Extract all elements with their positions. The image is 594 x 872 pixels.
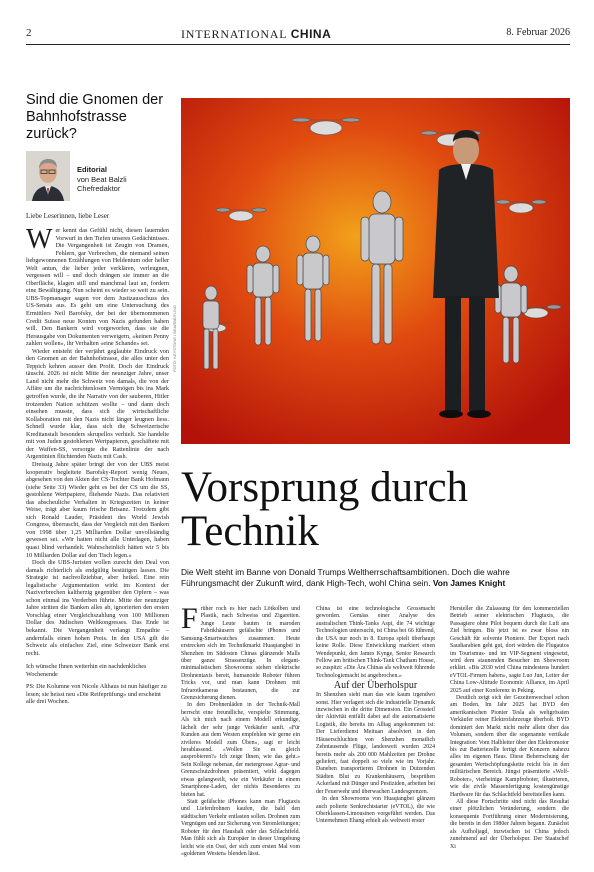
- editorial-author: von Beat Balzli: [77, 174, 127, 184]
- article-subhead: Auf der Überholspur: [333, 680, 418, 692]
- editorial-paragraph: Doch die UBS-Juristen wollen zurecht den Deal von damals richterlich als endgültig bestätigen lassen. Die Strategie ist nachvollziehbar, aber heikel. Eine rein legalistische Argumentation wirkt im Kontext der Naziverbrechen kaltherzig gegenüber den Opfern – was schon einmal ins Verderben führte. Mitte der neunziger Jahre stritten die Banken alles ab, ignorierten den ersten Vorschlag einer Vergleichszahlung von 100 Millionen Dollar des Jüdischen Weltkongresses. Das Ende ist bekannt. Die Vergangenheit verlangt Empathie – andernfalls einen hohen Preis. In den USA gilt die Schweiz als einfaches Ziel, eine Schweizer Bank erst recht.: [26, 559, 169, 657]
- editorial-author-role: Chefredaktor: [77, 184, 121, 193]
- article-column-2: [316, 606, 435, 826]
- editorial-body: [26, 224, 169, 657]
- article-column-3: [450, 606, 569, 851]
- article-paragraph: In Shenzhen sieht man das wie kaum irgendwo sonst. Hier verlagert sich die industrielle Dynamik inzwischen in die dritte Dimension. Ein Grossteil der Aktivität entfällt dabei auf die automatisierte Logistik, die bereits im Alltag angekommen ist: Der Lieferdienst Meituan absolviert in den Häuserschluchten von Shenzhen monatlich Zehntausende Flüge, landesweit wurden 2024 bereits mehr als 200 000 Mahlzeiten per Drohne geliefert, fast doppelt so viele wie im Vorjahr. Daneben transportieren Drohnen in Dutzenden Städten Blut zu Krankenhäusern, besprühen Ackerland mit Dünger und Pestiziden, arbeiten bei der Feuerwehr und überwachen Landesgrenzen.: [316, 692, 435, 795]
- svg-text:FOTO: KEYSTONE / BEARBEITUNG: FOTO: KEYSTONE / BEARBEITUNG: [172, 305, 177, 372]
- article-author: Von James Knight: [432, 577, 506, 588]
- author-portrait: [26, 151, 70, 201]
- hero-photo-illustration: [181, 98, 570, 444]
- photo-credit: [170, 232, 178, 372]
- section-title: [181, 27, 331, 42]
- page-header: [0, 0, 594, 46]
- section-prefix: INTERNATIONAL: [181, 27, 287, 41]
- page-number: 2: [26, 27, 32, 39]
- section-name: CHINA: [290, 27, 332, 41]
- article-paragraph: China ist eine technologische Grossmacht geworden. Gemäss einer Analyse des australischen Think-Tanks Aspi, die 74 wichtige Technologien untersucht, ist China bei 66 führend, die USA nur noch in 8. Europa spielt überhaupt keine Rolle. Diese Entwicklung markiert einen Wendepunkt, den James Kynge, Senior Research Fellow am britischen Think-Tank Chatham House, so zuspitzt: «Die Ära Chinas als weltweit führende Technologiemacht ist angebrochen.»: [316, 606, 435, 679]
- article-paragraph: In den Drohnenläden in der Technik-Mall herrscht eine freundliche, verspielte Stimmung. Als ich mich nach einem Modell erkundige, lächelt der sehr junge Verkäufer sanft. «Für Kunden aus dem Westen empfehlen wir gerne ein zivileres Modell zum Üben», sagt er leicht herablassend. «Wollen Sie es gleich ausprobieren?» Ich zeige Ihnen, wie das geht.» Sein Kollege nebenan, der metergrosse Agrar- und Grenzschutzdrohnen präsentiert, wirkt dagegen etwas gelangweilt, wie ein Verkäufer in einem Smartphone-Laden, der nichts Besonderes zu bieten hat.: [181, 702, 300, 798]
- editorial-dropcap: W: [26, 224, 53, 255]
- article-dropcap: F: [181, 602, 198, 635]
- article-paragraph: Hersteller die Zulassung für den kommerziellen Betrieb seiner elektrischen Flugtaxis, die Passagiere ohne Pilot bequem durch die Luft ans Ziel bringen. Bis jetzt ist es zwar bloss ein Geschäft für solvente Pioniere. Der Export nach Saudiarabien geht gut, dort würden die Flugautos im Tourismus- und im VIP-Segment eingesetzt, wird dem staunenden Besucher im Showroom erklärt. «Bis 2030 wird China mindestens hundert eVTOL-Firmen haben», sagte Luo Jun, Leiter der China Low-Altitude Economic Alliance, im April 2025 auf einer Konferenz in Peking.: [450, 606, 569, 694]
- byline-text: [77, 151, 127, 194]
- article-paragraph: In den Showrooms von Huaqiangbei glänzen auch polierte Senkrechtstarter (eVTOL), die wie Oberklassen-Limousinen vorgeführt werden. Das Unternehmen Ehang erhielt als weltweit erster: [316, 796, 435, 825]
- editorial-byline: [26, 151, 169, 201]
- editorial-paragraph: Wieder entsteht der verjährt geglaubte Eindruck von den Gnomen an der Bahnhofstrasse, die alles unter den Teppich kehren ausser den Profit. Doch der Eindruck täuscht. 2026 ist nicht Mitte der neunziger Jahre, unser Land nicht mehr die Schweiz von damals, die von der Affäre um die nachrichtenlosen Vermögen bis ins Mark getroffen wurde, die ihr Narrativ von der sauberen, Hitler trotzenden Nation schützen wollte – und dann doch einsehen musste, dass sich die wirtschaftliche Kollaboration mit den Nazis nicht länger leugnen liess. Schnell wurde klar, dass sich die Schweizerische Kreditanstalt besonders skrupellos verhielt. Sie handelte mit von Juden gestohlenen Wertpapieren, geschäftete mit der Waffen-SS, versorgte die Rattenlinie der nach Argentinien flüchtenden Nazis mit Cash.: [26, 347, 169, 461]
- editorial-salutation: Liebe Leserinnen, liebe Leser: [26, 212, 110, 220]
- editorial-signoff: Ich wünsche Ihnen weiterhin ein nachdenkliches Wochenende: [26, 663, 147, 678]
- editorial-postscript: PS: Die Kolumne von Nicole Althaus ist nun häufiger zu lesen; sie heisst neu «Die Reifeprüfung» und erscheint alle drei Wochen.: [26, 683, 167, 706]
- article-lead: Die Welt steht im Banne von Donald Trumps Weltherrschaftsambitionen. Doch die wahre Führungsmacht der Zukunft wird, dank High-Tech, wohl China sein. Von James Knight: [181, 567, 510, 588]
- article-paragraph: All diese Fortschritte sind nicht das Resultat einer plötzlichen Veränderung, sondern die konsequente Fortführung einer Modernisierung, die bereits in den 1980er Jahren begann. Zunächst als Aufholjagd, inzwischen ist China jedoch zunehmend auf der Überholspur. Der Staatschef Xi: [450, 798, 569, 850]
- article-paragraph: Statt gefälschte iPhones kann man Flugtaxis und Lieferdrohnen kaufen, die bald den städtischen Verkehr entlasten sollen. Drohnen zum Vergnügen und zur Sicherung von Stromleitungen; Roboter für den Haushalt oder das Schlachtfeld. Man fühlt sich als Europäer in dieser Umgebung leicht wie ein Ossi, der sich zum ersten Mal vom «goldenen Westen» blenden lässt.: [181, 798, 300, 857]
- editorial-column: [26, 92, 169, 706]
- header-rule: [26, 44, 570, 45]
- editorial-paragraph: Dreissig Jahre später bringt der von der UBS meist kooperativ begleitete Barofsky-Report wenig Neues, abgesehen von den Akten der CS-Tochter Bank Hofmann (siehe Seite 33) Wieder geht es bei der CS um die SS, gestohlene Wertpapiere, fliehende Nazis. Das relativiert das abscheuliche Verhalten in Kriegszeiten in keiner Weise, trägt aber kaum frische Brisanz. Trotzdem gibt sich Ronald Lauder, Präsident des World Jewish Congress, überrascht, dass der Vergleich mit den Banken von 1998 über 1,25 Milliarden Dollar unvollständig gewesen sei. «Wir hatten nicht alle Unterlagen, haben quasi blind verhandelt. Wahrscheinlich hätten wir 5 bis 10 Milliarden Dollar auf den Tisch legen.»: [26, 460, 169, 559]
- issue-date: 8. Februar 2026: [506, 27, 570, 38]
- editorial-kicker: Editorial: [77, 165, 108, 174]
- article-headline: Vorsprung durch Technik: [181, 464, 469, 555]
- article-column-1: [181, 602, 300, 858]
- editorial-title: Sind die Gnomen der Bahnhofstrasse zurück?: [26, 92, 164, 142]
- article-paragraph: Deutlich zeigt sich der Gezeitenwechsel schon am Boden. Im Jahr 2025 hat BYD den amerikanischen Pionier Tesla als weltgrössten Verkäufer reiner Elektrofahrzeuge überholt. BYD dominiert den Markt nicht mehr allein über das Volumen, sondern über die sogenannte vertikale Integration: Vom Halbleiter über den Elektromotor bis zur Batteriezelle fertigt der Konzern nahezu alles im eigenen Haus. Diese Beherrschung der gesamten Wertschöpfungskette reicht bis in den militärischen Bereich. Jüngst präsentierte «Wolf-Roboter», vierbeinige Kampfroboter, illustrieren, wie die zivile Massenfertigung kostengünstige Hardware für das Schlachtfeld bereitstellen kann.: [450, 695, 569, 798]
- editorial-paragraph: Wer kennt das Gefühl nicht, diesen lauernden Vorwurf in den Tiefen unseres Gedächtnisses. Die Vergangenheit ist Zeugin von Dramen, Fehlern, gar Verbrechen, die niemand seinen liebgewonnenen Erzählungen von Heldentum oder heller Welt antun, die lieber jeder verklären, verleugnen, vergessen will – und doch drängen sie immer an die Oberfläche, klagen still und manchmal laut an, fordern eine Bewältigung. Nun scheint es wieder so weit zu sein. UBS-Topmanager sagen vor dem Justizausschuss des US-Senats aus. Es geht um eine Untersuchung des Ermittlers Neil Barofsky, der bei der übernommenen Credit Suisse neue Konten von Nazis gefunden haben will. Den Bankern wird vorgeworfen, dass sie die Herausgabe von Dokumenten verweigern, «keinen Penny zahlen wollen», ihr Verhalten «eine Schande» sei.: [26, 224, 169, 348]
- article-paragraph: Früher roch es hier nach Lötkolben und Plastik, nach Schweiss und Zigaretten. Junge Leute bauten in maroden Fabrikhäusern gefälschte iPhones und Samsung-Smartwatches zusammen. Heute erstrecken sich im Technikmarkt Huaqiangbei in Shenzhen im Südosten Chinas glänzende Malls über ganze Strassenzüge. In elegant-minimalistischen Showrooms stehen elektrische Drohnentaxis bereit, humanoide Roboter führen Tricks vor, und man kann Drohnen mit Infrarotkameras bestaunen, die zur Grenzsicherung dienen.: [181, 602, 300, 702]
